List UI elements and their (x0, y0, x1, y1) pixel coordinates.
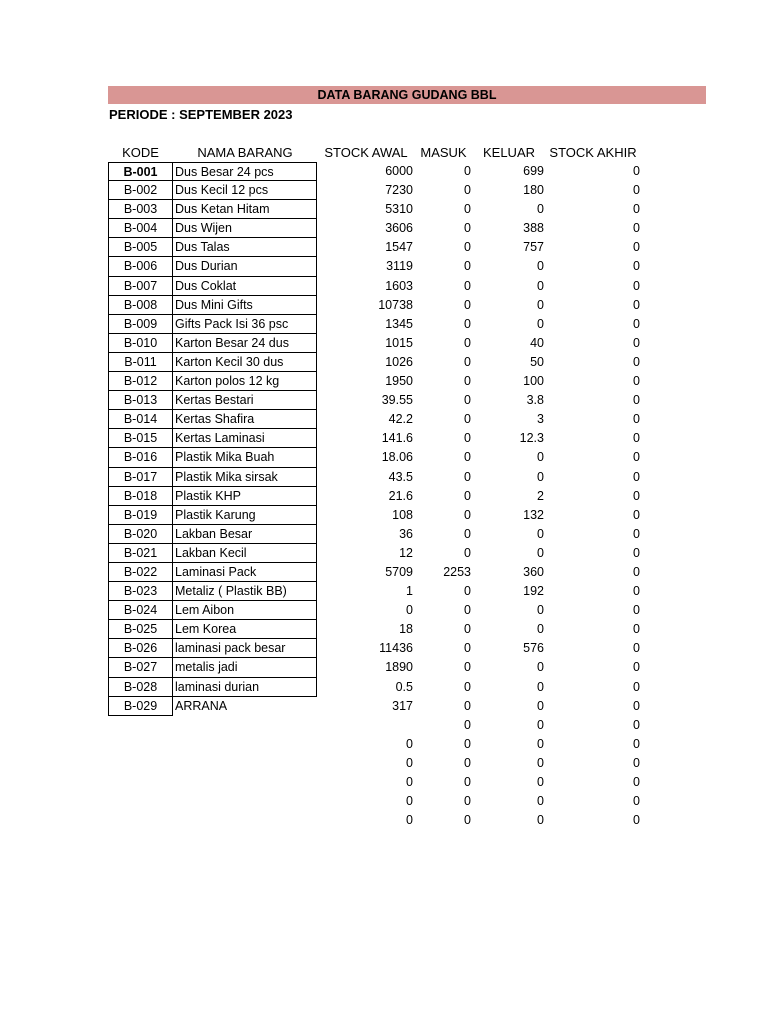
cell-stock-akhir: 0 (633, 488, 640, 503)
table-row (0, 257, 768, 276)
table-row (0, 563, 768, 582)
cell-stock-akhir: 0 (633, 335, 640, 350)
cell-keluar: 0 (537, 813, 544, 828)
sheet-title: DATA BARANG GUDANG BBL (108, 86, 706, 104)
cell-keluar: 100 (523, 374, 544, 389)
cell-masuk: 0 (464, 755, 471, 770)
cell-keluar: 0 (537, 316, 544, 331)
cell-keluar: 50 (530, 354, 544, 369)
cell-stock-awal: 0 (406, 813, 413, 828)
cell-masuk: 0 (464, 183, 471, 198)
cell-masuk: 0 (464, 545, 471, 560)
cell-stock-akhir: 0 (633, 641, 640, 656)
cell-masuk: 0 (464, 660, 471, 675)
cell-stock-akhir: 0 (633, 259, 640, 274)
table-row (0, 410, 768, 429)
cell-stock-akhir: 0 (633, 775, 640, 789)
cell-kode: B-020 (108, 525, 173, 544)
cell-kode: B-014 (108, 410, 173, 429)
cell-masuk: 0 (464, 374, 471, 389)
cell-stock-akhir: 0 (633, 431, 640, 446)
cell-stock-awal: 141.6 (381, 431, 413, 446)
cell-stock-akhir: 0 (633, 813, 640, 828)
cell-stock-akhir: 0 (633, 393, 640, 408)
cell-keluar: 576 (523, 641, 544, 656)
cell-stock-akhir: 0 (633, 202, 640, 217)
cell-stock-awal: 1 (406, 584, 413, 599)
cell-stock-awal: 5709 (385, 564, 413, 579)
table-row (0, 658, 768, 677)
cell-keluar: 0 (537, 603, 544, 618)
cell-keluar: 0 (537, 717, 544, 732)
cell-stock-awal: 11436 (379, 641, 413, 656)
cell-keluar: 12.3 (519, 431, 544, 446)
cell-kode: B-022 (108, 563, 173, 582)
cell-keluar: 0 (537, 259, 544, 274)
cell-stock-awal: 317 (392, 698, 413, 713)
cell-keluar: 192 (523, 584, 544, 599)
cell-masuk: 0 (464, 526, 471, 541)
cell-stock-akhir: 0 (633, 240, 640, 255)
cell-keluar: 360 (523, 564, 544, 579)
table-row (0, 238, 768, 257)
cell-stock-awal: 42.2 (388, 412, 413, 427)
cell-nama-barang: Karton Besar 24 dus (173, 334, 317, 353)
table-row (0, 601, 768, 620)
cell-kode: B-008 (108, 296, 173, 315)
cell-stock-awal: 1015 (385, 335, 413, 350)
cell-nama-barang: Dus Ketan Hitam (173, 200, 317, 219)
table-row (0, 544, 768, 563)
cell-stock-awal: 0 (406, 736, 413, 751)
cell-keluar: 180 (523, 183, 544, 198)
cell-masuk: 0 (464, 259, 471, 274)
cell-masuk: 0 (464, 488, 471, 503)
cell-keluar: 0 (537, 794, 544, 809)
cell-masuk: 0 (464, 717, 471, 732)
cell-masuk: 0 (464, 431, 471, 446)
cell-keluar: 0 (537, 755, 544, 770)
table-row (0, 620, 768, 639)
table-row (0, 697, 768, 716)
cell-kode: B-012 (108, 372, 173, 391)
cell-stock-akhir: 0 (633, 755, 640, 770)
cell-kode: B-004 (108, 219, 173, 238)
table-row (0, 181, 768, 200)
cell-stock-akhir: 0 (633, 374, 640, 389)
cell-keluar: 699 (523, 164, 544, 178)
cell-stock-awal: 1547 (385, 240, 413, 255)
table-row (0, 372, 768, 391)
table-row (0, 639, 768, 658)
cell-kode: B-005 (108, 238, 173, 257)
cell-keluar: 0 (537, 736, 544, 751)
table-row (0, 200, 768, 219)
cell-stock-awal: 0 (406, 755, 413, 770)
cell-nama-barang: Kertas Shafira (173, 410, 317, 429)
cell-nama-barang: Lem Aibon (173, 601, 317, 620)
cell-keluar: 3.8 (526, 393, 544, 408)
table-row (0, 391, 768, 410)
cell-kode: B-009 (108, 315, 173, 334)
cell-keluar: 0 (537, 450, 544, 465)
cell-stock-akhir: 0 (633, 507, 640, 522)
cell-nama-barang: Dus Durian (173, 257, 317, 276)
table-row (0, 162, 768, 181)
table-row (0, 315, 768, 334)
table-row (0, 506, 768, 525)
cell-stock-akhir: 0 (633, 526, 640, 541)
cell-masuk: 0 (464, 335, 471, 350)
cell-stock-akhir: 0 (633, 450, 640, 465)
cell-nama-barang: laminasi pack besar (173, 639, 317, 658)
cell-kode: B-015 (108, 429, 173, 448)
cell-stock-awal: 108 (392, 507, 413, 522)
cell-nama-barang: Lem Korea (173, 620, 317, 639)
cell-stock-awal: 0 (406, 603, 413, 618)
cell-stock-awal: 10738 (378, 297, 413, 312)
cell-nama-barang: Plastik Mika Buah (173, 448, 317, 467)
cell-nama-barang: Karton polos 12 kg (173, 372, 317, 391)
cell-stock-akhir: 0 (633, 183, 640, 198)
cell-kode: B-026 (108, 639, 173, 658)
cell-nama-barang: Dus Talas (173, 238, 317, 257)
cell-masuk: 0 (464, 698, 471, 713)
cell-keluar: 40 (530, 335, 544, 350)
cell-kode: B-024 (108, 601, 173, 620)
cell-stock-akhir: 0 (633, 698, 640, 713)
header-stock-awal: STOCK AWAL (324, 145, 408, 160)
table-row-empty (0, 716, 768, 735)
table-row (0, 525, 768, 544)
cell-nama-barang: Dus Kecil 12 pcs (173, 181, 317, 200)
table-row (0, 678, 768, 697)
cell-kode: B-001 (108, 162, 173, 181)
header-kode: KODE (122, 145, 159, 160)
cell-stock-akhir: 0 (633, 736, 640, 751)
cell-masuk: 0 (464, 679, 471, 694)
cell-stock-akhir: 0 (633, 717, 640, 732)
table-row (0, 296, 768, 315)
cell-kode: B-002 (108, 181, 173, 200)
cell-kode: B-011 (108, 353, 173, 372)
cell-stock-awal: 1950 (385, 374, 413, 389)
cell-masuk: 0 (464, 584, 471, 599)
table-row (0, 353, 768, 372)
cell-stock-akhir: 0 (633, 297, 640, 312)
table-row-empty (0, 773, 768, 792)
cell-kode: B-016 (108, 448, 173, 467)
cell-nama-barang: Dus Besar 24 pcs (173, 162, 317, 181)
cell-masuk: 0 (464, 202, 471, 217)
cell-kode: B-028 (108, 678, 173, 697)
cell-masuk: 0 (464, 412, 471, 427)
cell-stock-akhir: 0 (633, 545, 640, 560)
cell-stock-akhir: 0 (633, 412, 640, 427)
cell-stock-akhir: 0 (633, 278, 640, 293)
table-row (0, 277, 768, 296)
header-stock-akhir: STOCK AKHIR (549, 145, 637, 160)
cell-keluar: 0 (537, 622, 544, 637)
cell-stock-awal: 7230 (385, 183, 413, 198)
cell-stock-akhir: 0 (633, 584, 640, 599)
cell-stock-akhir: 0 (633, 660, 640, 675)
cell-kode: B-021 (108, 544, 173, 563)
cell-kode: B-027 (108, 658, 173, 677)
cell-stock-awal: 0 (406, 794, 413, 809)
table-row-empty (0, 792, 768, 811)
cell-nama-barang: Kertas Bestari (173, 391, 317, 410)
cell-kode: B-018 (108, 487, 173, 506)
cell-masuk: 0 (464, 641, 471, 656)
cell-masuk: 0 (464, 813, 471, 828)
cell-nama-barang: Dus Wijen (173, 219, 317, 238)
cell-masuk: 0 (464, 507, 471, 522)
cell-stock-awal: 1603 (385, 278, 413, 293)
cell-keluar: 757 (523, 240, 544, 255)
cell-kode: B-029 (108, 697, 173, 716)
cell-masuk: 0 (464, 354, 471, 369)
table-row-empty (0, 811, 768, 830)
header-masuk: MASUK (420, 145, 467, 160)
cell-stock-awal: 0.5 (395, 679, 413, 694)
cell-stock-awal: 18.06 (381, 450, 413, 465)
cell-masuk: 0 (464, 622, 471, 637)
cell-stock-awal: 5310 (385, 202, 413, 217)
cell-masuk: 2253 (443, 564, 471, 579)
cell-nama-barang: Kertas Laminasi (173, 429, 317, 448)
cell-masuk: 0 (464, 221, 471, 236)
cell-nama-barang: laminasi durian (173, 678, 317, 697)
cell-nama-barang: Plastik Mika sirsak (173, 468, 317, 487)
cell-kode: B-019 (108, 506, 173, 525)
cell-stock-awal: 1890 (385, 660, 413, 675)
cell-keluar: 0 (537, 545, 544, 560)
cell-masuk: 0 (464, 393, 471, 408)
cell-masuk: 0 (464, 316, 471, 331)
cell-nama-barang: Metaliz ( Plastik BB) (173, 582, 317, 601)
cell-nama-barang: metalis jadi (173, 658, 317, 677)
cell-stock-awal: 12 (399, 545, 413, 560)
cell-stock-akhir: 0 (633, 679, 640, 694)
cell-kode: B-023 (108, 582, 173, 601)
cell-kode: B-003 (108, 200, 173, 219)
cell-masuk: 0 (464, 736, 471, 751)
cell-keluar: 0 (537, 469, 544, 484)
cell-stock-awal: 36 (399, 526, 413, 541)
cell-masuk: 0 (464, 297, 471, 312)
cell-stock-awal: 43.5 (388, 469, 413, 484)
cell-stock-akhir: 0 (633, 622, 640, 637)
cell-keluar: 0 (537, 698, 544, 713)
cell-nama-barang: ARRANA (175, 698, 228, 713)
cell-nama-barang: Dus Mini Gifts (173, 296, 317, 315)
table-row (0, 334, 768, 353)
table-row (0, 468, 768, 487)
cell-nama-barang: Laminasi Pack (173, 563, 317, 582)
cell-stock-akhir: 0 (633, 354, 640, 369)
cell-keluar: 0 (537, 775, 544, 789)
cell-stock-awal: 6000 (385, 164, 413, 178)
cell-keluar: 0 (537, 660, 544, 675)
cell-keluar: 0 (537, 526, 544, 541)
inventory-table (0, 162, 768, 830)
cell-stock-awal: 3606 (385, 221, 413, 236)
cell-keluar: 132 (523, 507, 544, 522)
cell-stock-akhir: 0 (633, 316, 640, 331)
cell-nama-barang: Lakban Kecil (173, 544, 317, 563)
cell-keluar: 0 (537, 278, 544, 293)
cell-masuk: 0 (464, 450, 471, 465)
cell-kode: B-025 (108, 620, 173, 639)
cell-stock-akhir: 0 (633, 164, 640, 178)
cell-stock-awal: 21.6 (388, 488, 413, 503)
cell-nama-barang: Plastik Karung (173, 506, 317, 525)
cell-keluar: 0 (537, 297, 544, 312)
header-keluar: KELUAR (482, 145, 536, 160)
cell-masuk: 0 (464, 794, 471, 809)
cell-stock-awal: 1345 (385, 316, 413, 331)
cell-keluar: 3 (537, 412, 544, 427)
cell-nama-barang: Gifts Pack Isi 36 psc (173, 315, 317, 334)
table-row-empty (0, 754, 768, 773)
cell-kode: B-017 (108, 468, 173, 487)
table-row (0, 582, 768, 601)
cell-stock-awal: 1026 (385, 354, 413, 369)
table-row (0, 219, 768, 238)
cell-kode: B-010 (108, 334, 173, 353)
cell-kode: B-007 (108, 277, 173, 296)
cell-keluar: 0 (537, 679, 544, 694)
cell-nama-barang: Plastik KHP (173, 487, 317, 506)
periode-label: PERIODE : SEPTEMBER 2023 (109, 107, 293, 122)
cell-kode: B-006 (108, 257, 173, 276)
cell-stock-akhir: 0 (633, 221, 640, 236)
cell-masuk: 0 (464, 240, 471, 255)
cell-keluar: 388 (523, 221, 544, 236)
cell-masuk: 0 (464, 164, 471, 178)
cell-kode: B-013 (108, 391, 173, 410)
table-row (0, 429, 768, 448)
cell-masuk: 0 (464, 469, 471, 484)
table-row-empty (0, 735, 768, 754)
cell-stock-akhir: 0 (633, 794, 640, 809)
cell-keluar: 2 (537, 488, 544, 503)
cell-nama-barang: Dus Coklat (173, 277, 317, 296)
cell-stock-awal (320, 716, 413, 735)
cell-masuk: 0 (464, 278, 471, 293)
cell-nama-barang: Karton Kecil 30 dus (173, 353, 317, 372)
header-nama-barang: NAMA BARANG (197, 145, 293, 160)
cell-stock-akhir: 0 (633, 564, 640, 579)
table-row (0, 448, 768, 467)
cell-stock-akhir: 0 (633, 603, 640, 618)
cell-stock-awal: 18 (399, 622, 413, 637)
cell-nama-barang: Lakban Besar (173, 525, 317, 544)
cell-stock-awal: 0 (406, 775, 413, 789)
cell-stock-awal: 39.55 (381, 393, 413, 408)
cell-keluar: 0 (537, 202, 544, 217)
cell-masuk: 0 (464, 603, 471, 618)
table-row (0, 487, 768, 506)
cell-stock-awal: 3119 (386, 259, 413, 274)
cell-stock-akhir: 0 (633, 469, 640, 484)
cell-masuk: 0 (464, 775, 471, 789)
